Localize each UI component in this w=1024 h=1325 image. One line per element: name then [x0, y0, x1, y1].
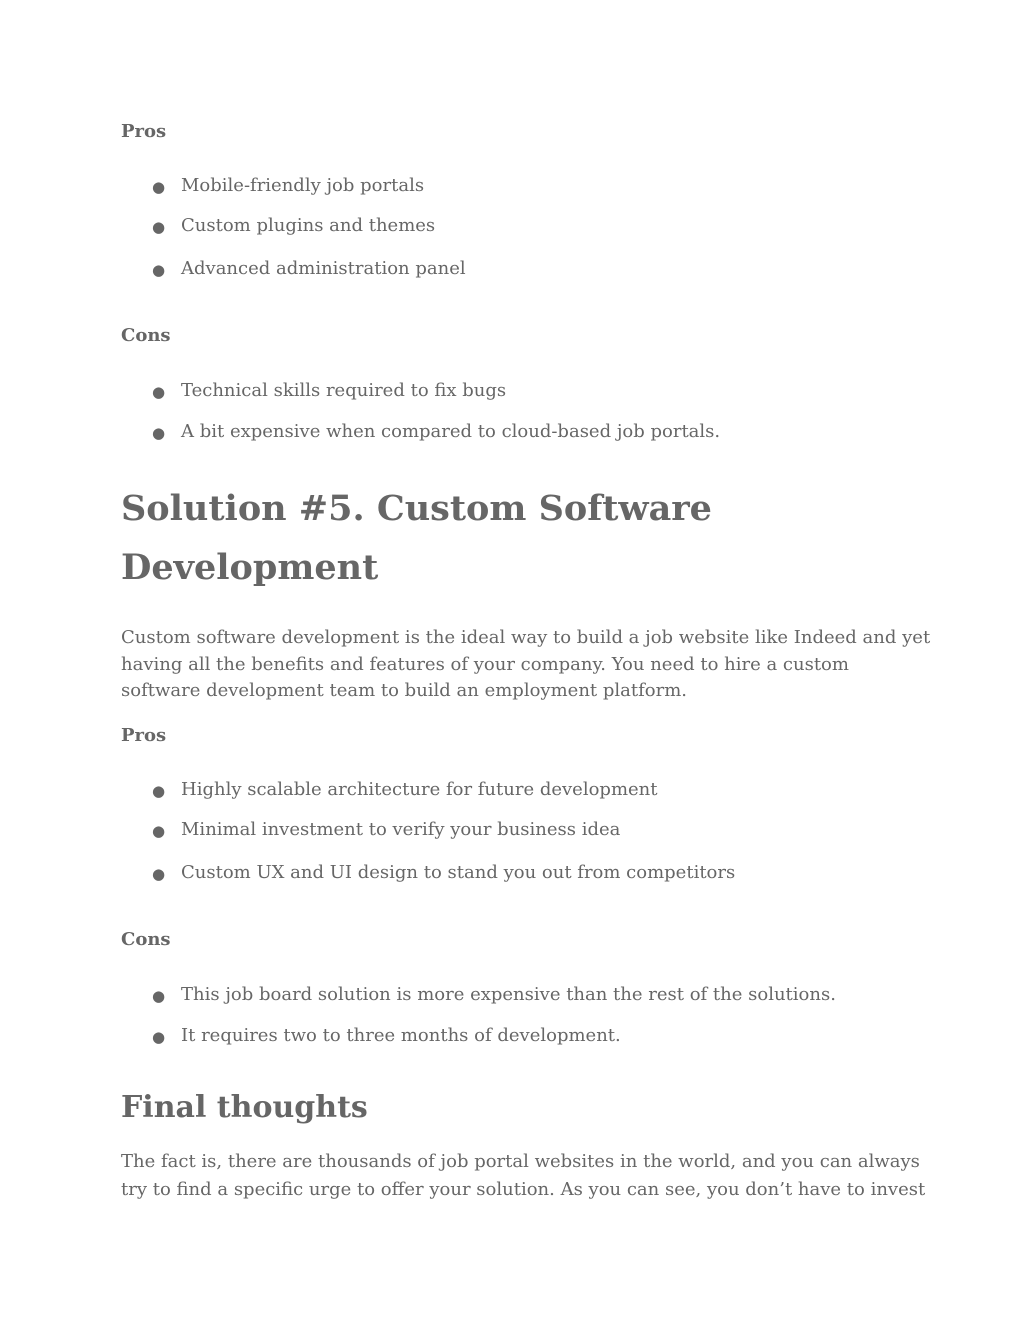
paragraph-line: software development team to build an employment platform. [121, 680, 687, 701]
pros-label: Pros [121, 725, 167, 746]
list-item: Technical skills required to fix bugs [181, 380, 507, 401]
pros-label: Pros [121, 121, 167, 142]
bullet-icon: ● [152, 424, 166, 442]
bullet-icon: ● [152, 822, 166, 840]
bullet-icon: ● [152, 261, 166, 279]
section-heading: Solution #5. Custom Software [121, 488, 712, 529]
list-item: A bit expensive when compared to cloud-based job portals. [181, 421, 721, 442]
list-item: Custom UX and UI design to stand you out from competitors [181, 862, 736, 883]
bullet-icon: ● [152, 1028, 166, 1046]
paragraph-line: try to find a specific urge to offer your solution. As you can see, you don’t have to invest [121, 1179, 926, 1200]
cons-label: Cons [121, 929, 171, 950]
list-item: Minimal investment to verify your business idea [181, 819, 621, 840]
bullet-icon: ● [152, 782, 166, 800]
bullet-icon: ● [152, 987, 166, 1005]
section-heading-continued: Development [121, 547, 379, 588]
list-item: It requires two to three months of development. [181, 1025, 621, 1046]
bullet-icon: ● [152, 865, 166, 883]
bullet-icon: ● [152, 178, 166, 196]
final-thoughts-heading: Final thoughts [121, 1090, 368, 1125]
paragraph-line: having all the benefits and features of your company. You need to hire a custom [121, 654, 849, 675]
paragraph-line: The fact is, there are thousands of job portal websites in the world, and you can always [121, 1151, 920, 1172]
list-item: Advanced administration panel [181, 258, 466, 279]
list-item: Highly scalable architecture for future development [181, 779, 658, 800]
paragraph-line: Custom software development is the ideal way to build a job website like Indeed and yet [121, 627, 931, 648]
bullet-icon: ● [152, 383, 166, 401]
cons-label: Cons [121, 325, 171, 346]
list-item: This job board solution is more expensive than the rest of the solutions. [181, 984, 836, 1005]
list-item: Custom plugins and themes [181, 215, 436, 236]
bullet-icon: ● [152, 218, 166, 236]
list-item: Mobile-friendly job portals [181, 175, 425, 196]
